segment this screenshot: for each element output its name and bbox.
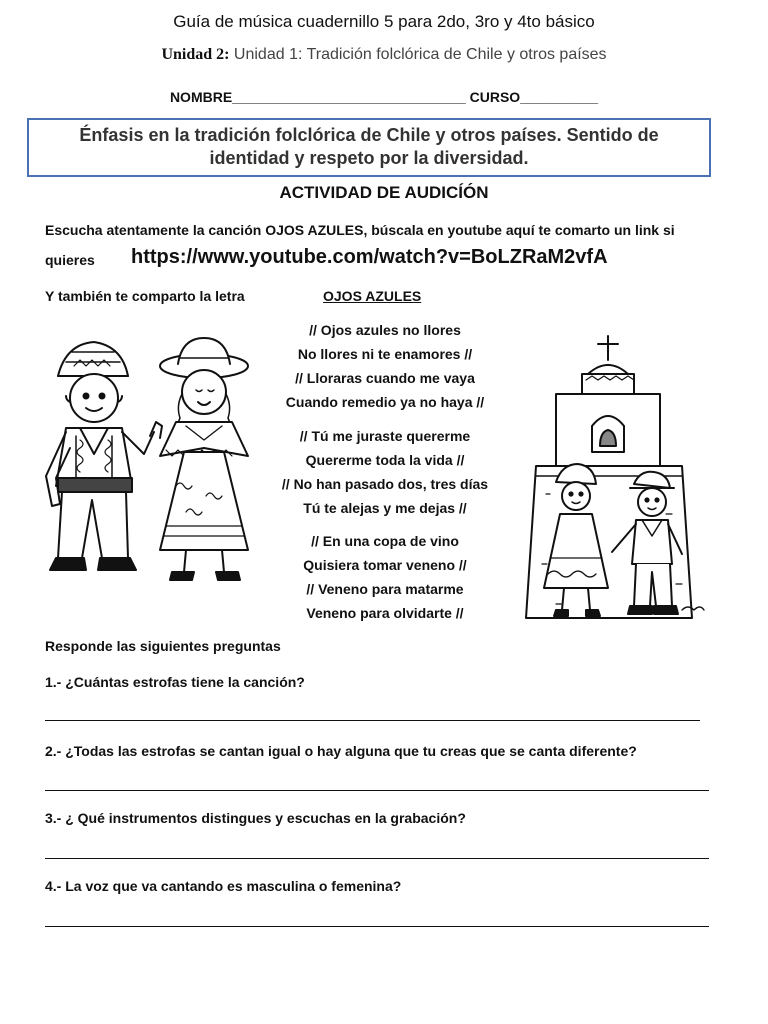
answer-line-1[interactable] bbox=[45, 720, 700, 721]
lyric-line: Tú te alejas y me dejas // bbox=[303, 500, 467, 516]
lyric-line: // No han pasado dos, tres días bbox=[281, 476, 489, 492]
activity-title: ACTIVIDAD DE AUDICÍÓN bbox=[279, 183, 489, 202]
lyrics-stanza-1 bbox=[240, 318, 530, 414]
unit-line bbox=[0, 46, 768, 64]
page-title: Guía de música cuadernillo 5 para 2do, 3ro y 4to básico bbox=[173, 12, 595, 31]
lyric-line: // Veneno para matarme bbox=[306, 581, 464, 597]
lyric-line: No llores ni te enamores // bbox=[297, 346, 473, 362]
lyric-line: // Lloraras cuando me vaya bbox=[295, 370, 475, 386]
song-title: OJOS AZULES bbox=[323, 288, 422, 304]
children-folk-costume-illustration bbox=[36, 336, 262, 586]
emphasis-line-2: identidad y respeto por la diversidad. bbox=[209, 148, 529, 168]
lyric-line: Veneno para olvidarte // bbox=[306, 605, 464, 621]
question-1: 1.- ¿Cuántas estrofas tiene la canción? bbox=[45, 674, 305, 690]
youtube-link[interactable]: https://www.youtube.com/watch?v=BoLZRaM2vfA bbox=[131, 246, 608, 268]
lyric-line: Quererme toda la vida // bbox=[305, 452, 465, 468]
unit-label: Unidad 2: bbox=[161, 46, 230, 63]
answer-line-3[interactable] bbox=[45, 858, 709, 859]
lyrics-stanza-3 bbox=[240, 529, 530, 625]
lyrics-intro: Y también te comparto la letra bbox=[45, 288, 245, 304]
answer-line-2[interactable] bbox=[45, 790, 709, 791]
question-3: 3.- ¿ Qué instrumentos distingues y escuchas en la grabación? bbox=[45, 810, 466, 826]
emphasis-line-1: Énfasis en la tradición folclórica de Chile y otros países. Sentido de bbox=[79, 125, 659, 145]
lyric-line: // En una copa de vino bbox=[311, 533, 459, 549]
unit-value: Unidad 1: Tradición folclórica de Chile y otros países bbox=[233, 46, 607, 63]
lyric-line: // Ojos azules no llores bbox=[309, 322, 461, 338]
lyrics-stanza-2 bbox=[240, 424, 530, 520]
name-course-line: NOMBRE______________________________ CURSO__________ bbox=[169, 89, 599, 105]
church-children-illustration bbox=[516, 334, 716, 624]
instructions-line-2: quieres bbox=[45, 252, 95, 268]
emphasis-box bbox=[27, 118, 711, 177]
lyric-line: // Tú me juraste quererme bbox=[299, 428, 471, 444]
lyric-line: Quisiera tomar veneno // bbox=[303, 557, 467, 573]
answer-line-4[interactable] bbox=[45, 926, 709, 927]
question-2: 2.- ¿Todas las estrofas se cantan igual o hay alguna que tu creas que se canta diferente? bbox=[45, 743, 637, 759]
lyric-line: Cuando remedio ya no haya // bbox=[285, 394, 485, 410]
questions-intro: Responde las siguientes preguntas bbox=[45, 638, 281, 654]
instructions-line-1: Escucha atentamente la canción OJOS AZULES, búscala en youtube aquí te comarto un link si bbox=[45, 222, 675, 238]
question-4: 4.- La voz que va cantando es masculina o femenina? bbox=[45, 878, 402, 894]
